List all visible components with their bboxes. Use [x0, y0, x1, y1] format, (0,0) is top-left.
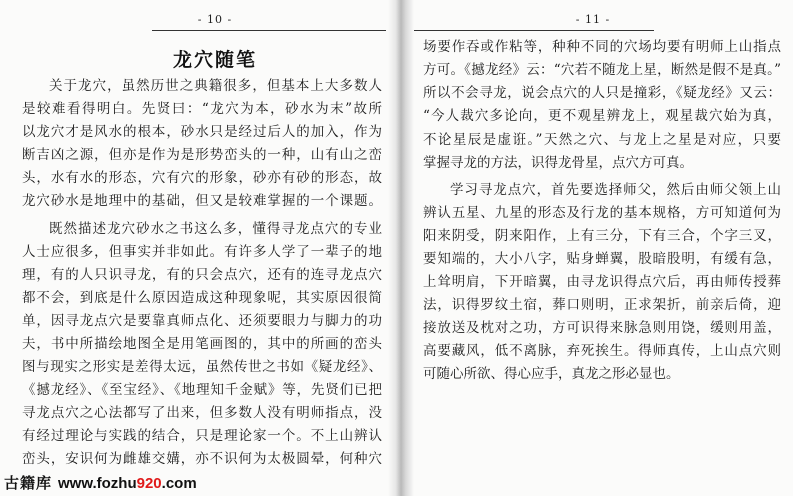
text-line: 高要藏风，低不离脉，弃死挨生。得师真传，上山点穴则 — [423, 343, 781, 359]
watermark-url-prefix: www.fozhu — [58, 475, 137, 492]
text-line: 所以不会寻龙，说会点穴的人只是撞彩，《疑龙经》又云： — [423, 85, 781, 101]
text-line: 场要作吞或作粘等，种种不同的穴场均要有明师上山指点 — [423, 39, 781, 55]
text-line: 人士应很多，但事实并非如此。有许多人学了一辈子的地 — [22, 244, 382, 260]
book-gutter — [388, 0, 414, 496]
text-line: 以龙穴才是风水的根本，砂水只是经过后人的加入，作为 — [22, 124, 382, 140]
text-line: 有经过理论与实践的结合，只是理论家一个。不上山辨认 — [22, 428, 382, 444]
text-line: 是较难看得明白。先贤曰：“龙穴为本，砂水为末”故所 — [22, 101, 382, 117]
text-line: 都不会，到底是什么原因造成这种现象呢，其实原因很简 — [22, 290, 382, 306]
site-watermark — [4, 474, 197, 494]
text-line: 既然描述龙穴砂水之书这么多，懂得寻龙点穴的专业 — [49, 221, 382, 237]
text-line: 学习寻龙点穴，首先要选择师父，然后由师父领上山 — [450, 182, 781, 198]
watermark-site-name: 古籍库 — [4, 475, 53, 492]
chapter-title: 龙穴随笔 — [172, 49, 257, 71]
watermark-url-highlight: 920 — [136, 475, 162, 492]
text-line: 掌握寻龙的方法，识得龙骨星，点穴方可真。 — [423, 155, 693, 171]
text-line: 法，识得罗纹土宿，葬口则明，正求架折，前亲后倚，迎 — [423, 297, 781, 313]
text-line: 图与现实之形实是差得太远，虽然传世之书如《疑龙经》、 — [22, 359, 382, 375]
text-line: 接放送及枕对之功，方可识得来脉急则用饶，缓则用盖， — [423, 320, 781, 336]
text-line: 头，水有水的形态，穴有穴的形象，砂亦有砂的形态，故 — [22, 170, 382, 186]
text-line: 关于龙穴，虽然历世之典籍很多，但基本上大多数人 — [49, 78, 382, 94]
text-line: 《撼龙经》、《至宝经》、《地理知千金赋》等，先贤们已把 — [22, 382, 382, 398]
right-page — [412, 0, 793, 496]
text-line: 龙穴砂水是地理中的基础，但又是较难掌握的一个课题。 — [22, 193, 382, 209]
left-page — [0, 0, 390, 496]
text-line: 要知端的，大小八字，贴身蝉翼，股暗股明，有缓有急， — [423, 251, 781, 267]
text-line: 断吉凶之源，但亦是作为是形势峦头的一种，山有山之峦 — [22, 147, 382, 163]
header-rule — [152, 30, 386, 31]
text-line: 阳来阴受，阴来阳作，上有三分，下有三合，个字三叉， — [423, 228, 781, 244]
text-line: 寻龙点穴之心法都写了出来，但多数人没有明师指点，没 — [22, 405, 382, 421]
text-line: 单，因寻龙点穴是要靠真师点化、还须要眼力与脚力的功 — [22, 313, 382, 329]
page-number: - 11 - — [575, 13, 611, 26]
text-line: 方可。《撼龙经》云：“穴若不随龙上星，断然是假不是真。” — [423, 62, 781, 78]
text-line: 峦头，安识何为雌雄交媾，亦不识何为太极圆晕，何种穴 — [22, 451, 382, 467]
text-line: 理，有的人只识寻龙，有的只会点穴，还有的连寻龙点穴 — [22, 267, 382, 283]
text-line: “今人裁穴多论向，更不观星辨龙上，观星裁穴始为真， — [423, 108, 781, 124]
text-line: 可随心所欲、得心应手，真龙之形必显也。 — [423, 366, 680, 382]
header-rule — [414, 30, 654, 31]
watermark-url-suffix: .com — [161, 475, 197, 492]
text-line: 辨认五星、九星的形态及行龙的基本规格，方可知道何为 — [423, 205, 781, 221]
text-line: 不论星辰是虚诳。”天然之穴、与龙上之星是对应，只要 — [423, 132, 781, 148]
page-number: - 10 - — [197, 13, 233, 26]
text-line: 上耸明肩，下开暗翼，由寻龙识得点穴后，再由师传授葬 — [423, 274, 781, 290]
text-line: 夫，书中所描绘地图全是用笔画图的，其中的所画的峦头 — [22, 336, 382, 352]
